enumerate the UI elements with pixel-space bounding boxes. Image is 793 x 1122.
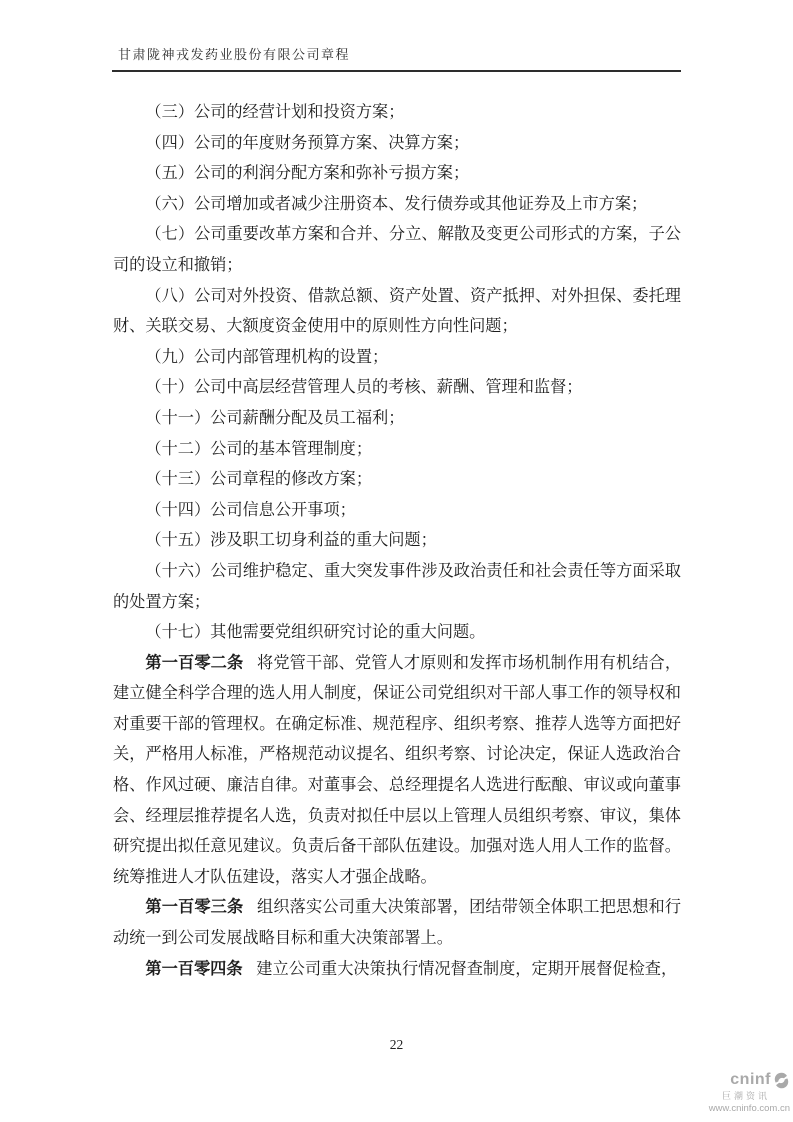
paragraph [113, 403, 681, 434]
paragraph-text: （三）公司的经营计划和投资方案； [145, 103, 405, 121]
paragraph [113, 158, 681, 189]
article-number: 第一百零四条 [145, 959, 243, 978]
paragraph [113, 464, 681, 495]
paragraph-text: 建立公司重大决策执行情况督查制度，定期开展督促检查， [256, 959, 678, 978]
paragraph [113, 495, 681, 526]
document-body [113, 97, 681, 984]
cninfo-watermark [709, 1072, 790, 1114]
paragraph-text: （四）公司的年度财务预算方案、决算方案； [145, 133, 470, 152]
paragraph-text: （五）公司的利润分配方案和弥补亏损方案； [145, 164, 470, 183]
paragraph-text: 将党管干部、党管人才原则和发挥市场机制作用有机结合，建立健全科学合理的选人用人制度，保证公司党组织对干部人事工作的领导权和对重要干部的管理权。在确定标准、规范程序、组织考察、推荐人选等方面把好关，严格用人标准，严格规范动议提名、组织考察、讨论决定，保证人选政治合格、作风过硬、廉洁自律。对董事会、总经理提名人选进行酝酿、审议或向董事会、经理层推荐提名人选，负责对拟任中层以上管理人员组织考察、审议，集体研究提出拟任意见建议。负责后备干部队伍建设。加强对选人用人工作的监督。统筹推进人才队伍建设，落实人才强企战略。 [113, 653, 682, 886]
paragraph [113, 648, 681, 893]
paragraph-text: 组织落实公司重大决策部署，团结带领全体职工把思想和行动统一到公司发展战略目标和重大决策部署上。 [113, 898, 682, 948]
paragraph-text: （十一）公司薪酬分配及员工福利； [145, 408, 405, 427]
paragraph [113, 434, 681, 465]
header-rule [112, 70, 681, 72]
paragraph [113, 342, 681, 373]
cninfo-chinese-name: 巨潮资讯 [721, 1090, 770, 1101]
cninfo-logo-text: cninf [730, 1071, 771, 1088]
cninfo-swirl-icon [773, 1072, 790, 1089]
paragraph-text: （十五）涉及职工切身利益的重大问题； [145, 531, 437, 550]
paragraph [113, 372, 681, 403]
paragraph-text: （七）公司重要改革方案和合并、分立、解散及变更公司形式的方案，子公司的设立和撤销； [113, 225, 681, 274]
paragraph-text: （十七）其他需要党组织研究讨论的重大问题。 [145, 623, 486, 642]
paragraph [113, 525, 681, 556]
article-number: 第一百零三条 [145, 898, 244, 917]
paragraph [113, 97, 681, 128]
page-header [112, 44, 681, 72]
paragraph [113, 954, 681, 985]
paragraph [113, 617, 681, 648]
paragraph-text: （九）公司内部管理机构的设置； [145, 347, 389, 366]
cninfo-logo-row [730, 1072, 790, 1089]
header-title: 甘肃陇神戎发药业股份有限公司章程 [118, 47, 351, 62]
paragraph [113, 281, 681, 342]
article-number: 第一百零二条 [145, 653, 244, 672]
cninfo-url: www.cninfo.com.cn [708, 1102, 790, 1114]
paragraph-text: （十三）公司章程的修改方案； [145, 470, 373, 489]
paragraph-text: （十四）公司信息公开事项； [145, 500, 356, 519]
paragraph [113, 556, 681, 617]
paragraph-text: （十）公司中高层经营管理人员的考核、薪酬、管理和监督； [145, 378, 583, 397]
paragraph [113, 892, 681, 953]
page-number: 22 [389, 1037, 404, 1052]
paragraph-text: （十六）公司维护稳定、重大突发事件涉及政治责任和社会责任等方面采取的处置方案； [113, 561, 681, 611]
paragraph-text: （六）公司增加或者减少注册资本、发行债券或其他证券及上市方案； [145, 194, 648, 213]
paragraph [113, 219, 681, 280]
paragraph [113, 189, 681, 220]
paragraph-text: （十二）公司的基本管理制度； [145, 439, 373, 458]
paragraph-text: （八）公司对外投资、借款总额、资产处置、资产抵押、对外担保、委托理财、关联交易、大额度资金使用中的原则性方向性问题； [113, 286, 681, 336]
paragraph [113, 128, 681, 159]
